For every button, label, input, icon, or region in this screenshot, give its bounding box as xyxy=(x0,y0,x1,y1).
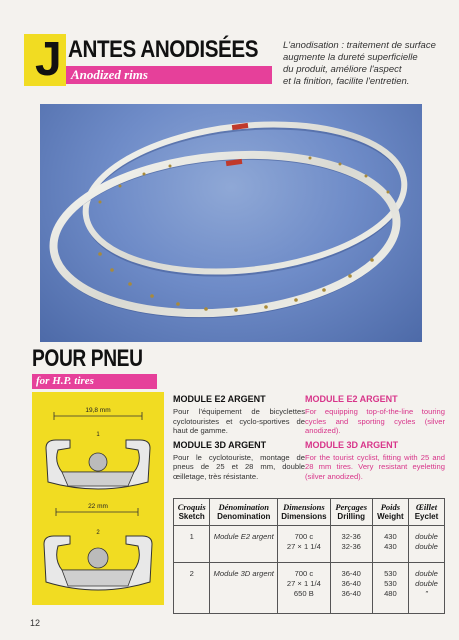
table-row: 2 Module 3D argent 700 c 27 × 1 1/4 650 B 36-40 36-40 36-40 530 530 480 double double " xyxy=(174,563,445,614)
section-subtitle-banner xyxy=(32,374,157,389)
module-title: MODULE E2 ARGENT xyxy=(173,394,266,404)
sketch-label-top: 1 xyxy=(96,432,100,438)
module-text: For the tourist cyclist, fitting with 25 and 28 mm tires. Very resistant eyeletting (silver anodized). xyxy=(305,452,445,481)
module-title: MODULE 3D ARGENT xyxy=(305,439,399,450)
subtitle-banner xyxy=(66,66,272,84)
col-sketch: Croquis Sketch xyxy=(174,499,210,526)
intro-line: et la finition, facilite l'entretien. xyxy=(283,76,410,87)
sketch-label-bottom: 2 xyxy=(96,530,100,536)
col-eyelet: Œillet Eyclet xyxy=(409,499,445,526)
col-denomination: Dénomination Denomination xyxy=(210,499,278,526)
intro-line: augmente la dureté superficielle xyxy=(283,52,418,63)
rim-profile-sketch xyxy=(32,392,164,605)
title-initial-block xyxy=(24,34,66,86)
subtitle: Anodized rims xyxy=(71,67,148,82)
intro-line: du produit, améliore l'aspect xyxy=(283,64,402,75)
page-title: ANTES ANODISÉES xyxy=(68,36,259,63)
module-description-en xyxy=(305,394,445,481)
spec-table xyxy=(173,498,445,614)
module-title: MODULE 3D ARGENT xyxy=(173,439,267,450)
page-number: 12 xyxy=(30,618,41,628)
module-text: Pour le cyclotouriste, montage de pneus de 25 et 28 mm, double œilletage, très résistante. xyxy=(173,452,305,481)
module-text: For equipping top-of-the-line touring cycles and sporting cycles (silver anodized). xyxy=(305,407,445,435)
sketch-width-top: 19,8 mm xyxy=(85,407,111,414)
rim-profile-drawing xyxy=(32,392,164,605)
sketch-width-bottom: 22 mm xyxy=(88,503,108,510)
section-title: POUR PNEU xyxy=(32,345,143,372)
title-initial: J xyxy=(35,33,62,86)
intro-text xyxy=(283,40,453,88)
intro-line: L'anodisation : traitement de surface xyxy=(283,40,436,51)
module-title: MODULE E2 ARGENT xyxy=(305,394,398,404)
table-row: 1 Module E2 argent 700 c 27 × 1 1/4 32-36 32-36 430 430 double double xyxy=(174,526,445,563)
rims-photo xyxy=(40,104,422,342)
table-header-row xyxy=(174,499,445,526)
module-description-fr xyxy=(173,394,305,481)
rims-illustration xyxy=(40,104,422,342)
col-weight: Poids Weight xyxy=(372,499,408,526)
section-subtitle: for H.P. tires xyxy=(36,375,94,387)
col-drilling: Perçages Drilling xyxy=(330,499,372,526)
col-dimensions: Dimensions Dimensions xyxy=(278,499,331,526)
module-text: Pour l'équipement de bicyclettes cyclotouristes et cyclo-sportives de haut de gamme. xyxy=(173,407,305,435)
